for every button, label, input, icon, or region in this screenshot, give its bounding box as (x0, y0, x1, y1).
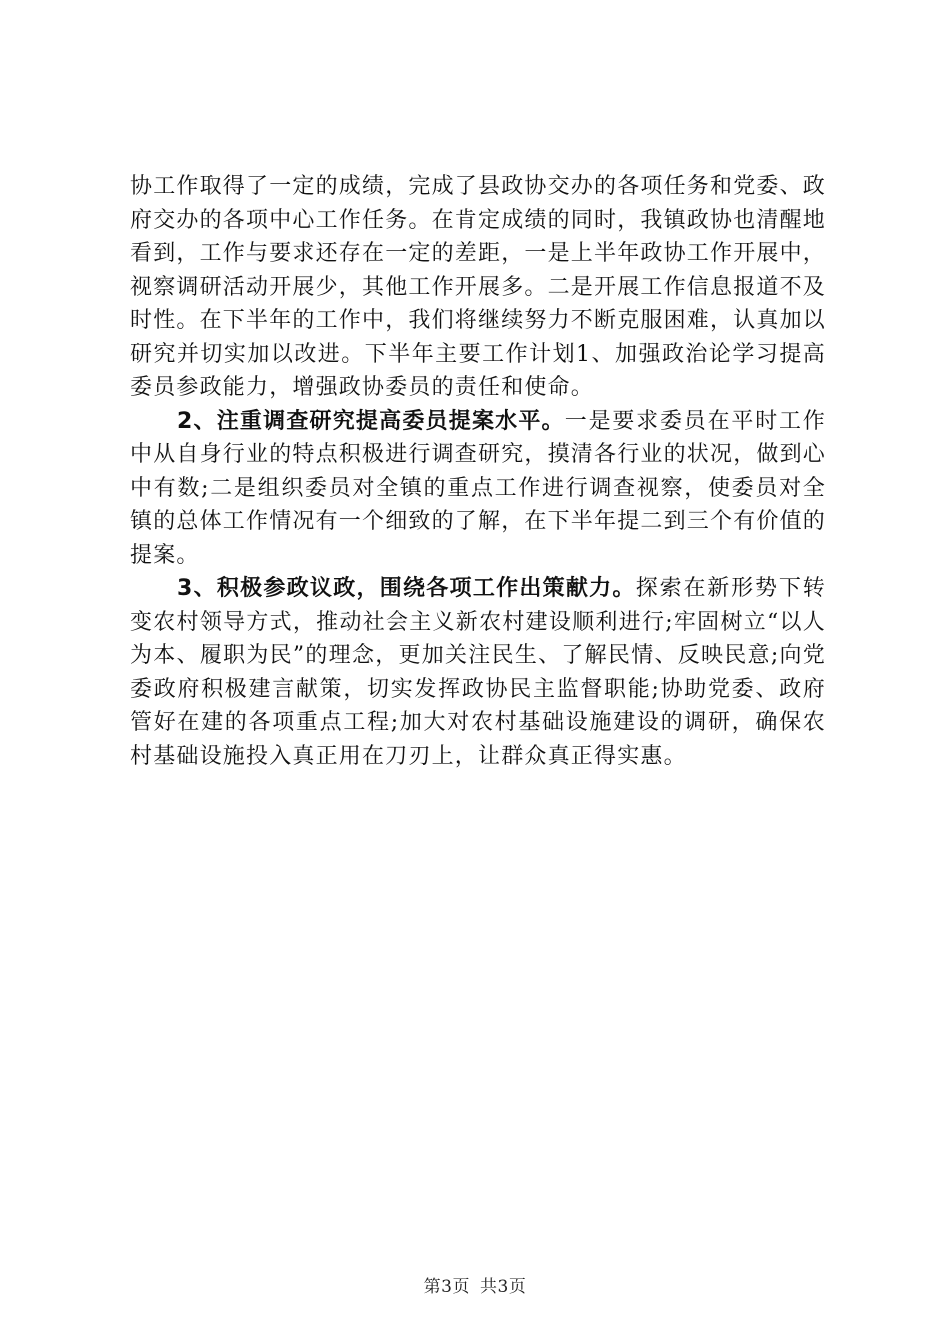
paragraph-1-text: 协工作取得了一定的成绩，完成了县政协交办的各项任务和党委、政府交办的各项中心工作任务。在肯定成绩的同时，我镇政协也清醒地看到，工作与要求还存在一定的差距，一是上半年政协工作开展中，视察调研活动开展少，其他工作开展多。二是开展工作信息报道不及时性。在下半年的工作中，我们将继续努力不断克服困难，认真加以研究并切实加以改进。下半年主要工作计划1、加强政治论学习提高委员参政能力，增强政协委员的责任和使命。 (130, 174, 827, 400)
paragraph-2 (130, 405, 826, 573)
paragraph-3-heading: 3、积极参政议政，围绕各项工作出策献力。 (177, 576, 636, 601)
document-body (130, 170, 826, 773)
page-total: 共3页 (480, 1277, 527, 1297)
paragraph-3-text: 探索在新形势下转变农村领导方式，推动社会主义新农村建设顺利进行;牢固树立“以人为本、履职为民”的理念，更加关注民生、了解民情、反映民意;向党委政府积极建言献策，切实发挥政协民主监督职能;协助党委、政府管好在建的各项重点工程;加大对农村基础设施建设的调研，确保农村基础设施投入真正用在刀刃上，让群众真正得实惠。 (130, 576, 826, 769)
paragraph-2-text: 一是要求委员在平时工作中从自身行业的特点积极进行调查研究，摸清各行业的状况，做到心中有数;二是组织委员对全镇的重点工作进行调查视察，使委员对全镇的总体工作情况有一个细致的了解，在下半年提二到三个有价值的提案。 (130, 408, 827, 568)
paragraph-1 (130, 170, 826, 405)
page-footer (0, 1272, 950, 1297)
paragraph-2-heading: 2、注重调查研究提高委员提案水平。 (177, 408, 565, 434)
paragraph-3 (130, 572, 826, 773)
page-number: 第3页 (423, 1277, 470, 1297)
